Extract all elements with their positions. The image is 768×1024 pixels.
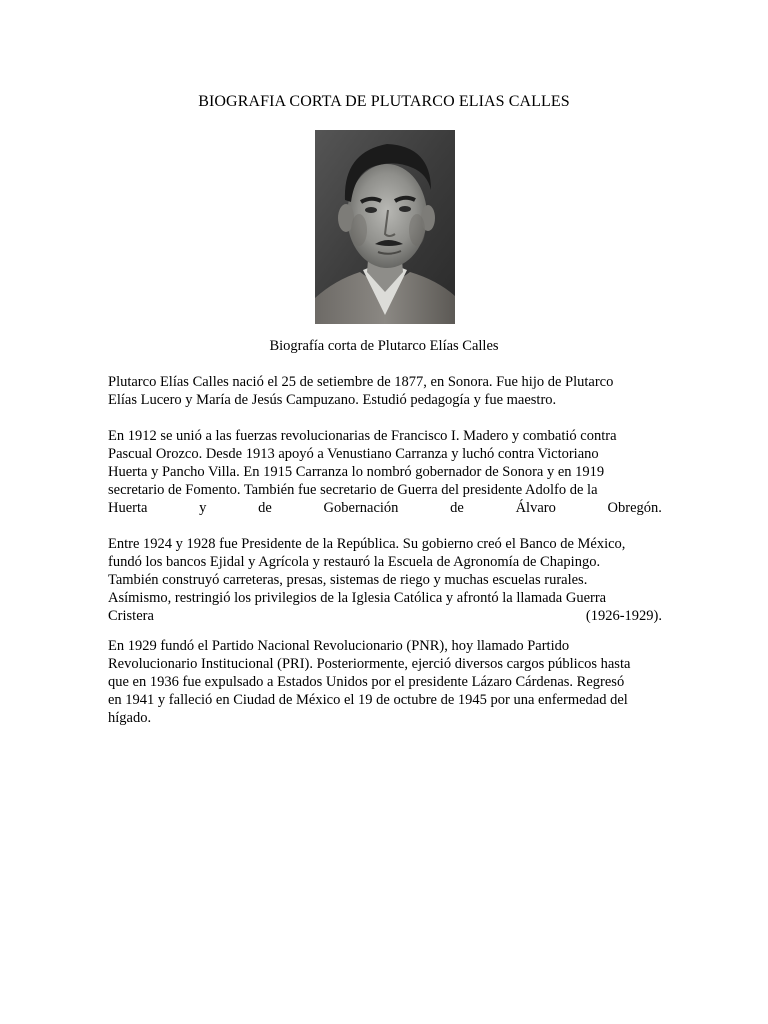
word: (1926-1929). [585, 608, 662, 624]
text-line: Asímismo, restringió los privilegios de la Iglesia Católica y afrontó la llamada Guerra [108, 590, 607, 606]
paragraph-revolution [108, 427, 662, 517]
text-line: En 1929 fundó el Partido Nacional Revolucionario (PNR), hoy llamado Partido [108, 638, 570, 654]
text-line: También construyó carreteras, presas, sistemas de riego y muchas escuelas rurales. [108, 572, 588, 588]
text-line: fundó los bancos Ejidal y Agrícola y restauró la Escuela de Agronomía de Chapingo. [108, 554, 601, 570]
text-line: Plutarco Elías Calles nació el 25 de setiembre de 1877, en Sonora. Fue hijo de Plutarco [108, 374, 614, 390]
image-caption: Biografía corta de Plutarco Elías Calles [269, 338, 499, 354]
text-line-justified [108, 499, 662, 517]
word: Huerta [108, 500, 148, 516]
text-line: que en 1936 fue expulsado a Estados Unidos por el presidente Lázaro Cárdenas. Regresó [108, 674, 625, 690]
text-line: secretario de Fomento. También fue secretario de Guerra del presidente Adolfo de la [108, 482, 598, 498]
word: y [199, 500, 207, 516]
text-line: en 1941 y falleció en Ciudad de México el 19 de octubre de 1945 por una enfermedad del [108, 692, 628, 708]
word: Álvaro [515, 500, 556, 516]
portrait-photo [315, 130, 455, 324]
word: de [450, 500, 464, 516]
paragraph-presidency [108, 535, 662, 625]
word: de [258, 500, 272, 516]
text-line: Entre 1924 y 1928 fue Presidente de la República. Su gobierno creó el Banco de México, [108, 536, 626, 552]
text-line: Revolucionario Institucional (PRI). Posteriormente, ejerció diversos cargos públicos hasta [108, 656, 631, 672]
text-line: Pascual Orozco. Desde 1913 apoyó a Venustiano Carranza y luchó contra Victoriano [108, 446, 599, 462]
paragraph-birth [108, 373, 662, 409]
paragraph-later-life [108, 637, 662, 727]
text-line: En 1912 se unió a las fuerzas revolucionarias de Francisco I. Madero y combatió contra [108, 428, 617, 444]
page-title: BIOGRAFIA CORTA DE PLUTARCO ELIAS CALLES [198, 93, 570, 110]
word: Cristera [108, 608, 154, 624]
text-line: hígado. [108, 710, 152, 726]
text-line: Huerta y Pancho Villa. En 1915 Carranza lo nombró gobernador de Sonora y en 1919 [108, 464, 605, 480]
text-line: Elías Lucero y María de Jesús Campuzano. Estudió pedagogía y fue maestro. [108, 392, 557, 408]
word: Gobernación [323, 500, 399, 516]
word: Obregón. [607, 500, 662, 516]
text-line-justified [108, 607, 662, 625]
